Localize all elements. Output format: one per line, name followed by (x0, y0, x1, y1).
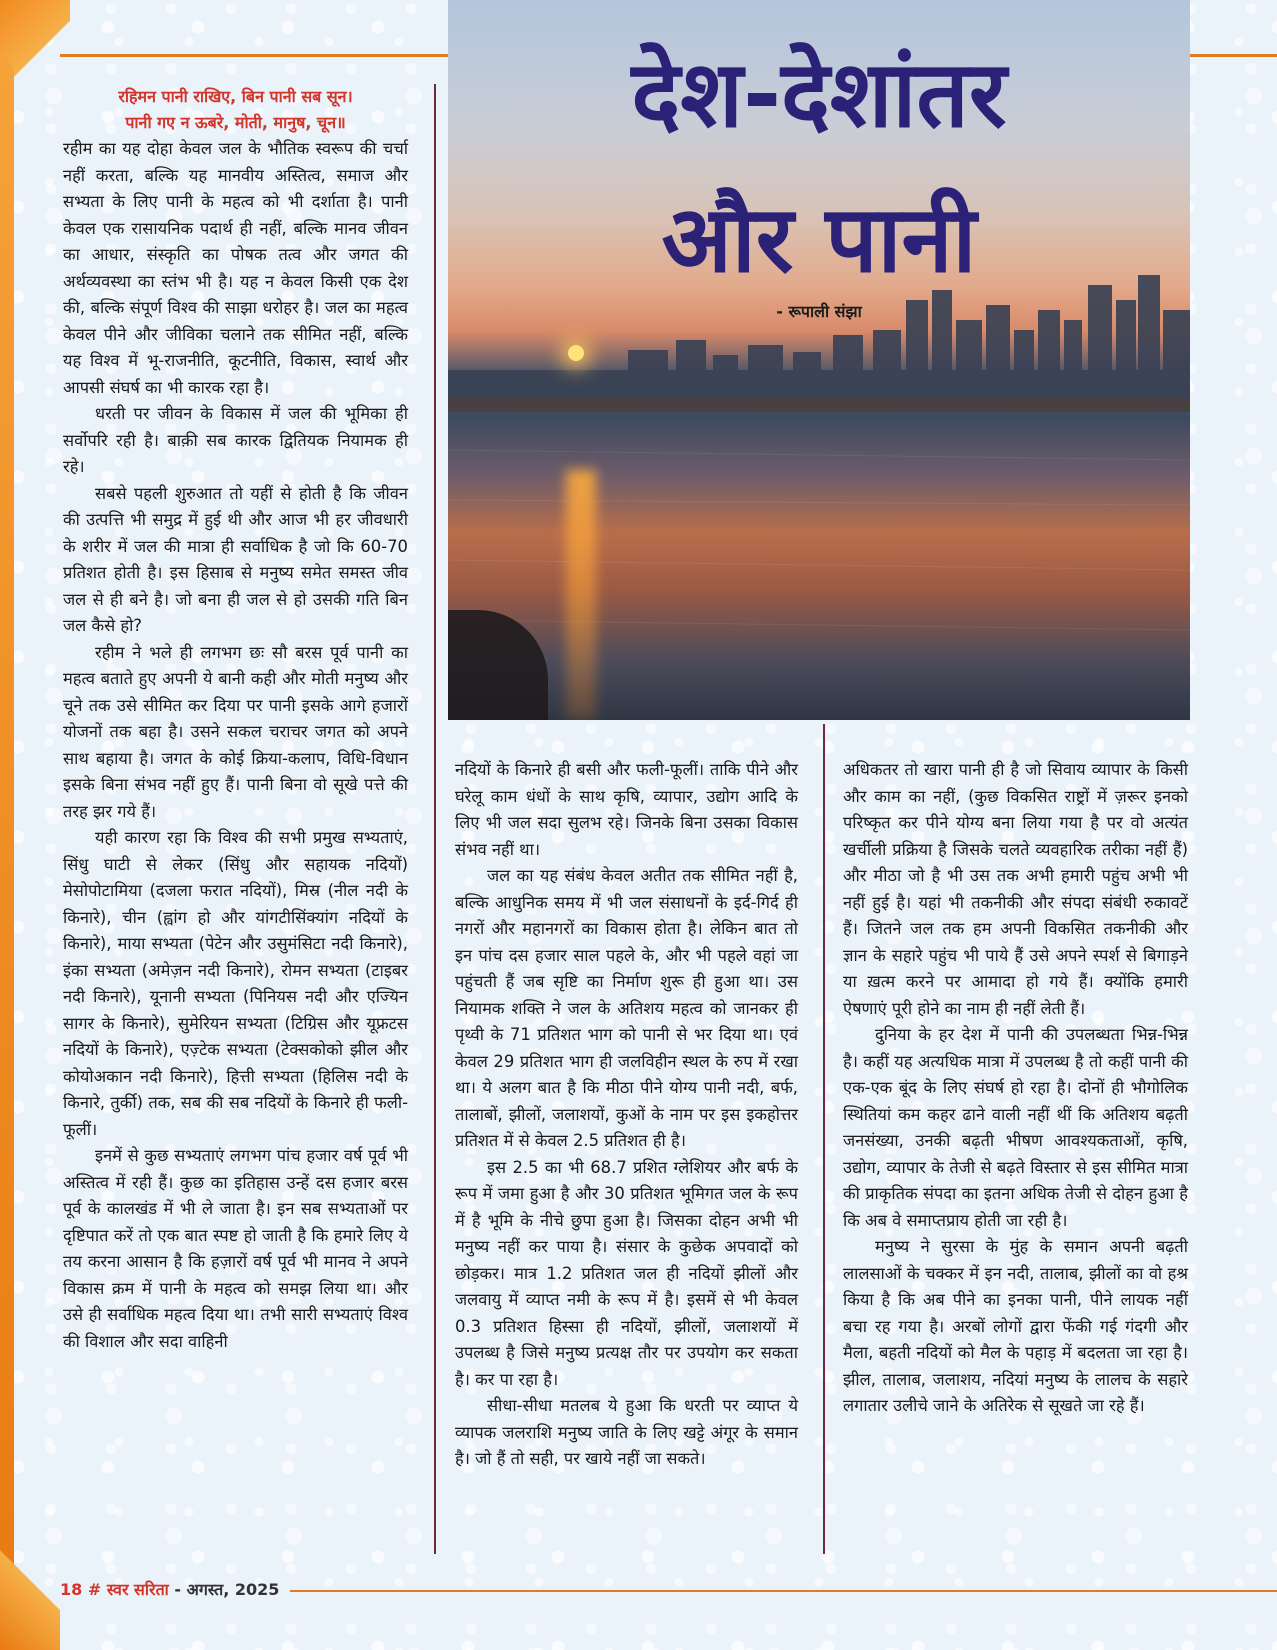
paragraph: अधिकतर तो खारा पानी ही है जो सिवाय व्यापार के किसी और काम का नहीं, (कुछ विकसित राष्ट्रों में ज़रूर इनको परिष्कृत कर पीने योग्य बना लिया गया है पर वो अत्यंत खर्चीली प्रक्रिया है जिसके चलते व्यवहारिक तरीका नहीं हैं) और मीठा जो है भी उस तक अभी हमारी पहुंच अभी भी नहीं हुई है। यहां भी तकनीकी और संपदा संबंधी रुकावटें हैं। जितने जल तक हम अपनी विकसित तकनीकी और ज्ञान के सहारे पहुंच भी पाये हैं उसे अपने स्पर्श से बिगाड़ने या ख़त्म करने पर आमादा हो गये हैं। क्योंकि हमारी ऐषणाएं पूरी होने का नाम ही नहीं लेती हैं। (843, 760, 1188, 1018)
paragraph: दुनिया के हर देश में पानी की उपलब्धता भिन्न-भिन्न है। कहीं यह अत्यधिक मात्रा में उपलब्ध है तो कहीं पानी की एक-एक बूंद के लिए संघर्ष हो रहा है। दोनों ही भौगोलिक स्थितियां कम कहर ढाने वाली नहीं थीं कि अतिशय बढ़ती जनसंख्या, उनकी बढ़ती भीषण आवश्यकताओं, कृषि, उद्योग, व्यापार के तेजी से बढ़ते विस्तार से इस सीमित मात्रा की प्राकृतिक संपदा का इतना अधिक तेजी से दोहन हुआ है कि अब वे समाप्तप्राय होती जा रही है। (843, 1025, 1188, 1230)
paragraph: जल का यह संबंध केवल अतीत तक सीमित नहीं है, बल्कि आधुनिक समय में भी जल संसाधनों के इर्द-गिर्द ही नगरों और महानगरों का विकास होता है। लेकिन बात तो इन पांच दस हजार साल पहले के, और भी पहले वहां जा पहुंचती हैं जब सृष्टि का निर्माण शुरू ही हुआ था। उस नियामक शक्ति ने जल के अतिशय महत्व को जानकर ही पृथ्वी के 71 प्रतिशत भाग को पानी से भर दिया था। एवं केवल 29 प्रतिशत भाग ही जलविहीन स्थल के रुप में रखा था। ये अलग बात है कि मीठा पीने योग्य पानी नदी, बर्फ, तालाबों, झीलों, जलाशयों, कुओं के नाम पर इस इकहोत्तर प्रतिशत में से केवल 2.5 प्रतिशत ही है। (455, 866, 798, 1150)
sun-reflection (566, 470, 596, 720)
author-byline: - रूपाली संझा (776, 302, 862, 321)
paragraph: रहीम ने भले ही लगभग छः सौ बरस पूर्व पानी का महत्व बताते हुए अपनी ये बानी कही और मोती मनुष्य और चूने तक उसे सीमित कर दिया पर पानी इसके आगे हजारों योजनों तक बहा है। उसने सकल चराचर जगत को अपने साथ बहाया है। जगत के कोई क्रिया-कलाप, विधि-विधान इसके बिना संभव नहीं हुए हैं। पानी बिना वो सूखे पत्ते की तरह झर गये हैं। (63, 642, 408, 821)
footer-separator: # (87, 1580, 102, 1599)
paragraph: धरती पर जीवन के विकास में जल की भूमिका ही सर्वोपरि रही है। बाक़ी सब कारक द्वितियक नियामक ही रहे। (63, 404, 408, 476)
magazine-name: स्वर सरिता (106, 1580, 169, 1599)
footer-rule (290, 1590, 1277, 1592)
column-divider-1 (434, 84, 436, 1554)
top-rule-left (60, 54, 448, 57)
paragraph: इनमें से कुछ सभ्यताएं लगभग पांच हजार वर्ष पूर्व भी अस्तित्व में रही हैं। कुछ का इतिहास उन्हें दस हजार बरस पूर्व के कालखंड में भी ले जाता है। इन सब सभ्यताओं पर दृष्टिपात करें तो एक बात स्पष्ट हो जाती है कि हमारे लिए ये तय करना आसान है कि हज़ारों वर्ष पूर्व भी मानव ने अपने विकास क्रम में पानी के महत्व को समझ लिया था। और उसे ही सर्वाधिक महत्व दिया था। तभी सारी सभ्यताएं विश्व की विशाल और सदा वाहिनी (63, 1146, 408, 1351)
text-column-1 (63, 84, 408, 1355)
sun (568, 345, 584, 361)
page-corner-bottom-decoration (0, 1530, 60, 1650)
hero-image (448, 0, 1190, 720)
paragraph: इस 2.5 का भी 68.7 प्रशित ग्लेशियर और बर्फ के रूप में जमा हुआ है और 30 प्रतिशत भूमिगत जल के रूप में है भूमि के नीचे छुपा हुआ है। जिसका दोहन अभी भी मनुष्य नहीं कर पाया है। संसार के कुछेक अपवादों को छोड़कर। मात्र 1.2 प्रतिशत जल ही नदियों झीलों और जलवायु में व्याप्त नमी के रूप में है। इसमें से भी केवल 0.3 प्रतिशत हिस्सा ही नदियों, झीलों, जलाशयों में उपलब्ध है जिसे मनुष्य प्रत्यक्ष तौर पर उपयोग कर सकता है। कर पा रहा है। (455, 1157, 798, 1389)
paragraph: सीधा-सीधा मतलब ये हुआ कि धरती पर व्याप्त ये व्यापक जलराशि मनुष्य जाति के लिए खट्टे अंगूर के समान है। जो हैं तो सही, पर खाये नहीं जा सकते। (455, 1396, 798, 1468)
paragraph: मनुष्य ने सुरसा के मुंह के समान अपनी बढ़ती लालसाओं के चक्कर में इन नदी, तालाब, झीलों का वो हश्र किया है कि अब पीने का इनका पानी, पीने लायक नहीं बचा रह गया है। अरबों लोगों द्वारा फेंकी गई गंदगी और मैला, बहती नदियों को मैल के पहाड़ में बदलता जा रहा है। झील, तालाब, जलाशय, नदियां मनुष्य के लालच के सहारे लगातार उलीचे जाने के अतिरेक से सूखते जा रहे हैं। (843, 1237, 1188, 1415)
article-title-line1: देश-देशांतर (631, 41, 1007, 148)
issue-date: - अगस्त, 2025 (174, 1580, 280, 1599)
couplet-line1: रहिमन पानी राखिए, बिन पानी सब सून। (118, 87, 353, 106)
paragraph: रहीम का यह दोहा केवल जल के भौतिक स्वरूप की चर्चा नहीं करता, बल्कि यह मानवीय अस्तित्व, समाज और सभ्यता के लिए पानी के महत्व को भी दर्शाता है। पानी केवल एक रासायनिक पदार्थ ही नहीं, बल्कि मानव जीवन का आधार, संस्कृति का पोषक तत्व और जगत की अर्थव्यवस्था का स्तंभ भी है। यह न केवल किसी एक देश की, बल्कि संपूर्ण विश्व की साझा धरोहर है। जल का महत्व केवल पीने और जीविका चलाने तक सीमित नहीं, बल्कि यह विश्व में भू-राजनीति, कूटनीति, विकास, स्वार्थ और आपसी संघर्ष का भी कारक रहा है। (63, 139, 408, 397)
column-divider-2 (823, 724, 825, 1554)
left-border-band (0, 60, 14, 1580)
couplet-line2: पानी गए न ऊबरे, मोती, मानुष, चून॥ (125, 113, 346, 132)
paragraph: नदियों के किनारे ही बसी और फली-फूलीं। ताकि पीने और घरेलू काम धंधों के साथ कृषि, व्यापार, उद्योग आदि के लिए भी जल सदा सुलभ रहे। जिनके बिना उसका विकास संभव नहीं था। (455, 760, 798, 859)
article-title-line2: और पानी (661, 186, 977, 293)
page-footer (60, 1578, 279, 1600)
top-rule-right (1190, 54, 1277, 57)
paragraph: सबसे पहली शुरुआत तो यहीं से होती है कि जीवन की उत्पत्ति भी समुद्र में हुई थी और आज भी हर जीवधारी के शरीर में जल की मात्रा ही सर्वाधिक है जो कि 60-70 प्रतिशत होती है। इस हिसाब से मनुष्य समेत समस्त जीव जल से ही बने है। जो बना ही जल से हो उसकी गति बिन जल कैसे हो? (63, 483, 408, 635)
paragraph: यही कारण रहा कि विश्व की सभी प्रमुख सभ्यताएं, सिंधु घाटी से लेकर (सिंधु और सहायक नदियों) मेसोपोटामिया (दजला फरात नदियों), मिस्र (नील नदी के किनारे), चीन (ह्वांग हो और यांगटीसिंक्यांग नदियों के किनारे), माया सभ्यता (पेटेन और उसुमंसिटा नदी किनारे), इंका सभ्यता (अमेज़न नदी किनारे), रोमन सभ्यता (टाइबर नदी किनारे), यूनानी सभ्यता (पिनियस नदी और एज्यिन सागर के किनारे), सुमेरियन सभ्यता (टिग्रिस और यूफ्रटस नदियों के किनारे), एज़्टेक सभ्यता (टेक्सकोको झील और कोयोअकान नदी किनारे), हित्ती सभ्यता (हिलिस नदी के किनारे, तुर्की) तक, सब की सब नदियों के किनारे ही फली-फूलीं। (63, 828, 408, 1139)
text-column-2 (455, 757, 798, 1473)
page-number: 18 (60, 1580, 83, 1599)
text-column-3 (843, 757, 1188, 1420)
